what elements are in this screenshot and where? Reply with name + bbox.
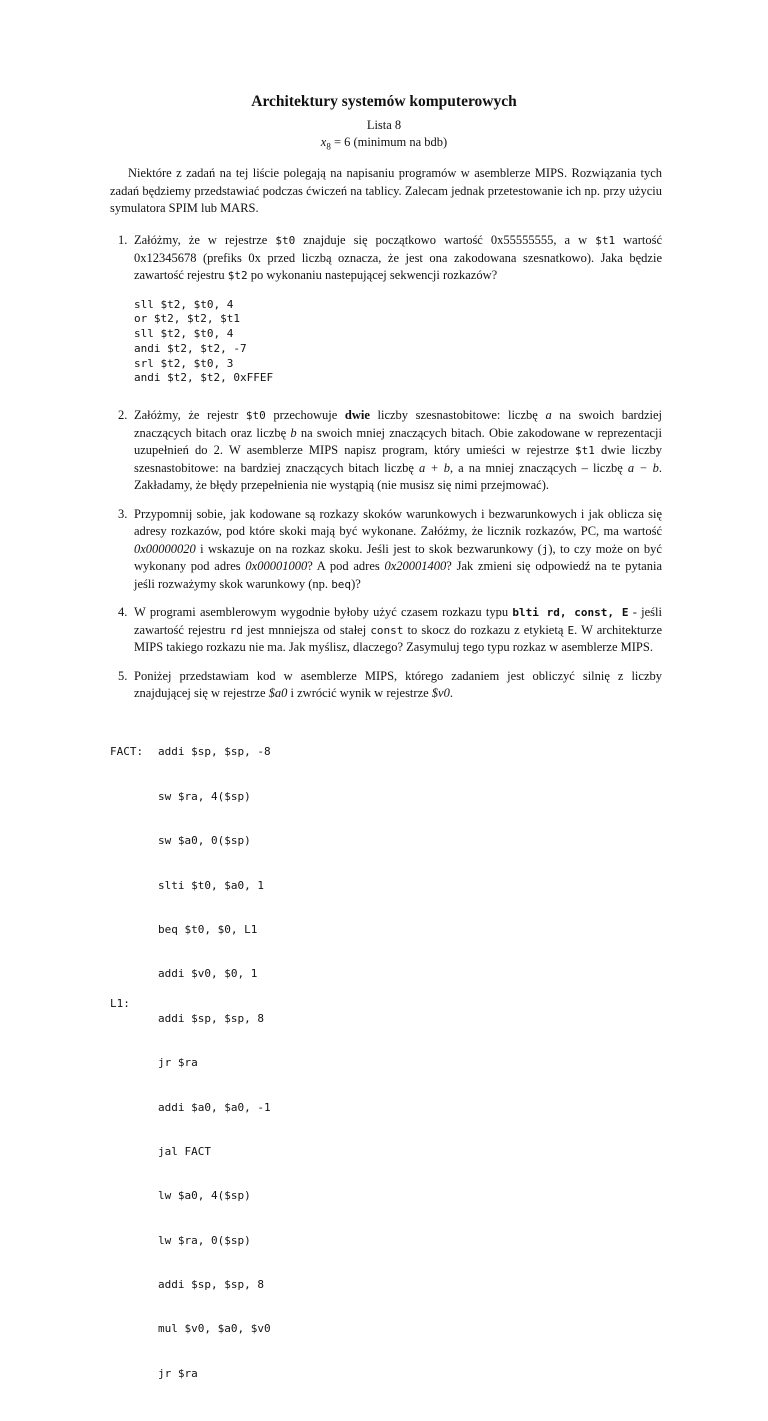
task-1	[110, 232, 662, 386]
subtitle	[0, 117, 768, 156]
code-line: mul $v0, $a0, $v0	[158, 1322, 271, 1336]
task-number: 5.	[118, 668, 128, 683]
code-line: slti $t0, $a0, 1	[158, 878, 264, 892]
code-labels	[110, 716, 158, 1411]
list-number: Lista 8	[366, 118, 402, 132]
page-title: Architektury systemów komputerowych	[251, 93, 517, 110]
task-2	[110, 407, 662, 495]
task-text: Poniżej przedstawiam kod w asemblerze MIPS, którego zadaniem jest obliczyć silnię z liczby znajdującej się w rejestrze $a0 i zwrócić wynik w rejestrze $v0.	[134, 668, 662, 701]
code-line: sw $a0, 0($sp)	[158, 834, 251, 848]
code-line: beq $t0, $0, L1	[158, 922, 258, 936]
code-line: jal FACT	[158, 1144, 211, 1158]
code-line: sw $ra, 4($sp)	[158, 789, 251, 803]
minimum-note: $x_8 = 6$ (minimum na bdb)	[320, 135, 448, 152]
task-text: Przypomnij sobie, jak kodowane są rozkazy skoków warunkowych i bezwarunkowych i jak oblicza się adresy rozkazów, pod które skoki mają być wykonane. Załóżmy, że licznik rozkazów, PC, ma wartość 0x00000020 i wskazuje on na rozkaz skoku. Jeśli jest to skok bezwarunkowy (j), to czy może on być wykonany pod adres 0x00001000? A pod adres 0x20001400? Jak zmieni się odpowiedź na te pytania jeśli rozważymy skok warunkowy (np. beq)?	[134, 506, 662, 591]
code-line: addi $a0, $a0, -1	[158, 1100, 271, 1114]
code-line: jr $ra	[158, 1056, 198, 1070]
code-line: addi $sp, $sp, -8	[158, 745, 271, 759]
intro-paragraph: Niektóre z zadań na tej liście polegają na napisaniu programów w asemblerze MIPS. Rozwiązania tych zadań będziemy przedstawiać podczas ćwiczeń na tablicy. Zalecam jednak przetestowanie ich np. przy użyciu symulatora SPIM lub MARS.	[110, 166, 662, 215]
factorial-code-block	[110, 716, 662, 1411]
code-line: jr $ra	[158, 1366, 198, 1380]
task-number: 1.	[118, 233, 128, 247]
code-line: srl $t2, $t0, 3	[134, 356, 234, 370]
code-line: addi $v0, $0, 1	[158, 967, 258, 981]
task-5	[110, 668, 662, 703]
task-text: Załóżmy, że rejestr $t0 przechowuje dwie liczby szesnastobitowe: liczbę a na swoich bardziej znaczących bitach oraz liczbę b na swoich mniej znaczących bitach. Obie zakodowane w reprezentacji uzupełnień do 2. W asemblerze MIPS napisz program, który umieści w rejestrze $t1 dwie liczby szesnastobitowe: na bardziej znaczących bitach liczbę a + b, a na mniej znaczących – liczbę a − b. Zakładamy, że błędy przepełnienia nie wystąpią (nie musisz się nimi przejmować).	[134, 408, 663, 493]
task-4	[110, 604, 662, 657]
code-line: lw $ra, 0($sp)	[158, 1233, 251, 1247]
code-label-l1: L1:	[110, 996, 130, 1010]
code-line: andi $t2, $t2, -7	[134, 341, 247, 355]
task-text: Załóżmy, że w rejestrze $t0 znajduje się początkowo wartość 0x55555555, a w $t1 wartość 0x12345678 (prefiks 0x przed liczbą oznacza, że jest ona zakodowana szesnatkowo). Jaka będzie zawartość rejestru $t2 po wykonaniu nastepującej sekwencji rozkazów?	[134, 233, 662, 282]
code-line: addi $sp, $sp, 8	[158, 1011, 264, 1025]
task-list	[110, 232, 662, 1421]
code-line: andi $t2, $t2, 0xFFEF	[134, 371, 274, 385]
task-number: 3.	[118, 506, 128, 521]
code-block	[134, 298, 662, 387]
code-line: addi $sp, $sp, 8	[158, 1278, 264, 1292]
code-lines	[158, 716, 271, 1411]
code-label-fact: FACT:	[110, 745, 144, 759]
task-number: 4.	[118, 605, 128, 620]
code-line: sll $t2, $t0, 4	[134, 297, 234, 311]
code-line: lw $a0, 4($sp)	[158, 1189, 251, 1203]
task-number: 2.	[118, 408, 128, 423]
code-line: or $t2, $t2, $t1	[134, 312, 240, 326]
task-3	[110, 506, 662, 594]
code-line: sll $t2, $t0, 4	[134, 327, 234, 341]
task-text: W programi asemblerowym wygodnie byłoby użyć czasem rozkazu typu blti rd, const, E - jeśli zawartość rejestru rd jest mnniejsza od stałej const to skocz do rozkazu z etykietą E. W architekturze MIPS takiego rozkazu nie ma. Jak myślisz, dlaczego? Zasymuluj tego typu rozkaz w asemblerze MIPS.	[134, 605, 662, 655]
